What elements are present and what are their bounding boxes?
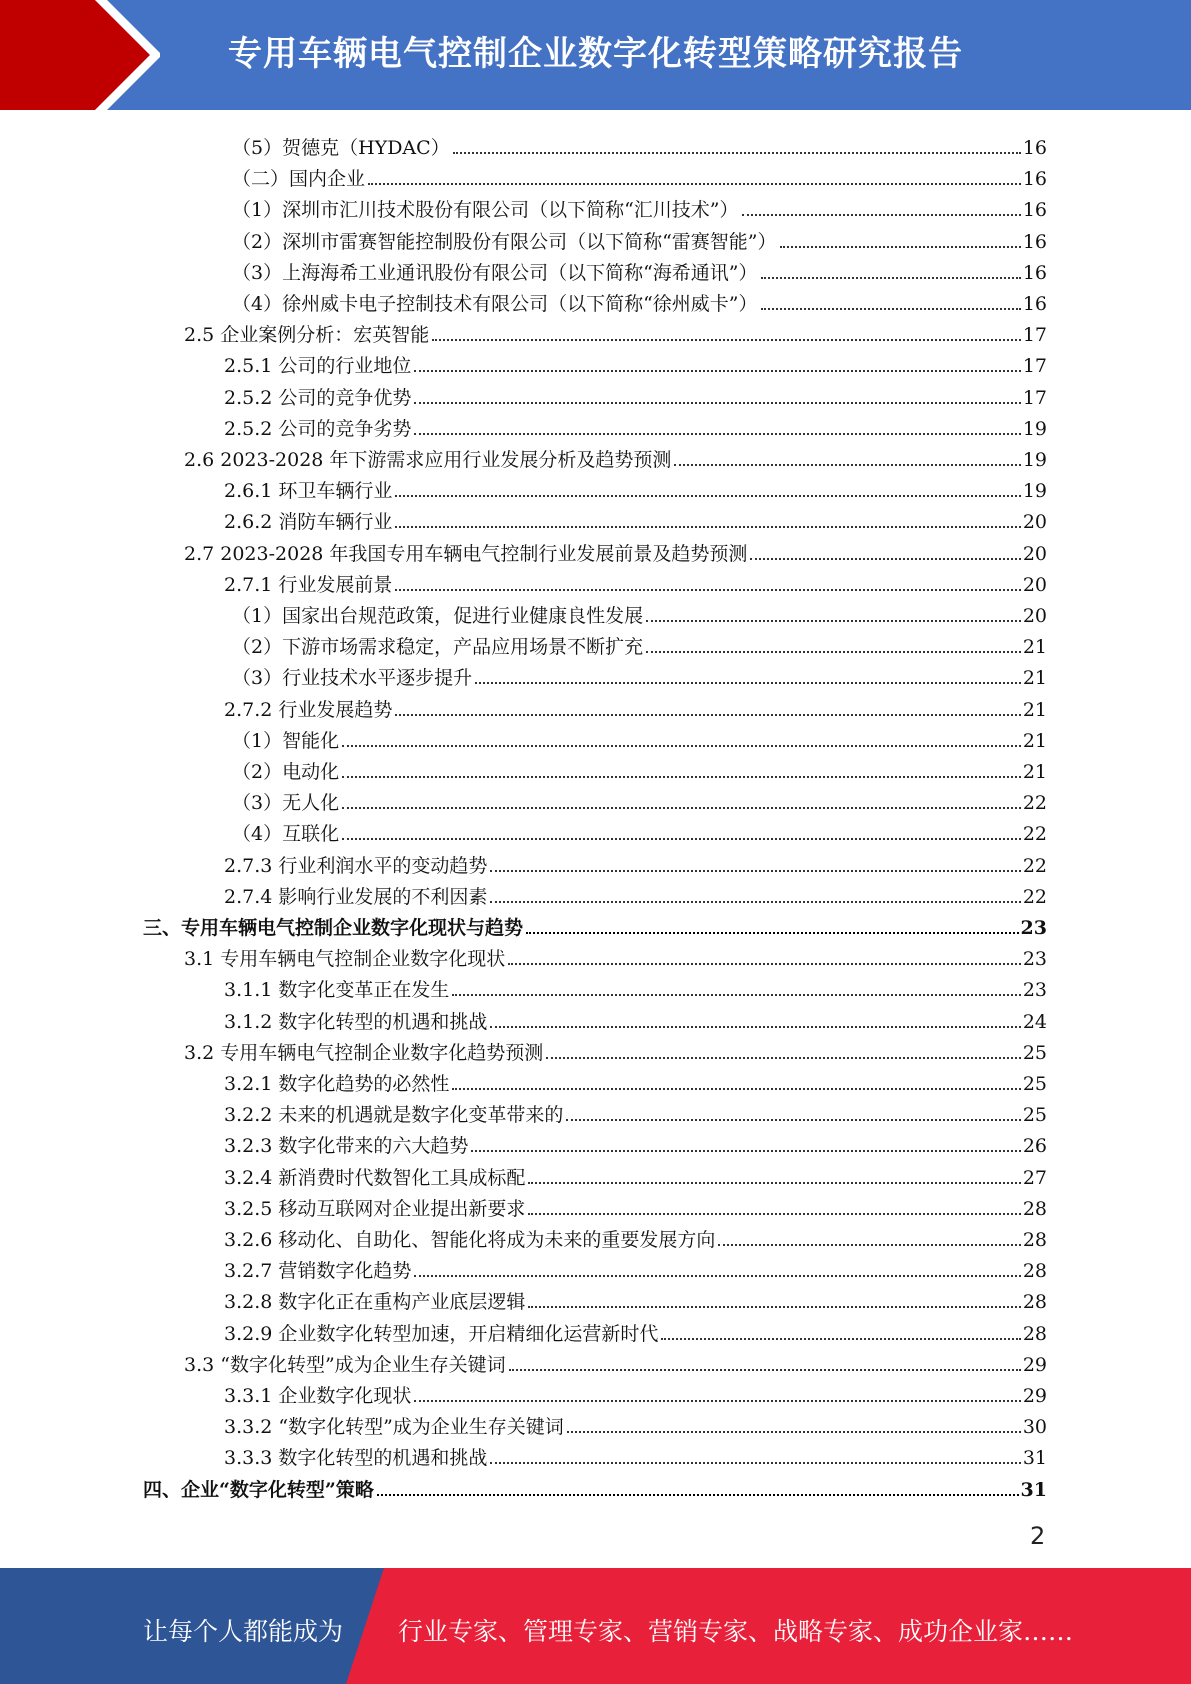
toc-leader-dots xyxy=(452,1088,1020,1090)
toc-leader-dots xyxy=(646,620,1021,622)
toc-entry-title: 2.5.1 公司的行业地位 xyxy=(224,355,412,378)
toc-entry[interactable] xyxy=(232,253,1047,284)
toc-entry[interactable] xyxy=(224,1438,1047,1469)
page-header xyxy=(0,0,1191,110)
toc-entry-title: 2.7.2 行业发展趋势 xyxy=(224,698,393,721)
toc-entry-title: 2.5.2 公司的竞争优势 xyxy=(224,386,412,409)
toc-entry[interactable] xyxy=(232,596,1047,627)
toc-leader-dots xyxy=(342,838,1021,840)
toc-entry-page: 29 xyxy=(1022,1385,1047,1407)
toc-entry-page: 31 xyxy=(1022,1447,1047,1470)
page-number: 2 xyxy=(1030,1522,1046,1550)
toc-entry-title: （1）深圳市汇川技术股份有限公司（以下简称“汇川技术”） xyxy=(232,199,739,222)
toc-entry[interactable] xyxy=(232,627,1047,658)
toc-entry-title: 3.2.7 营销数字化趋势 xyxy=(224,1260,412,1283)
toc-leader-dots xyxy=(750,558,1020,560)
toc-entry[interactable] xyxy=(224,1189,1047,1220)
toc-entry-page: 21 xyxy=(1022,729,1047,752)
toc-leader-dots xyxy=(528,1306,1020,1308)
toc-leader-dots xyxy=(475,682,1021,684)
toc-entry[interactable] xyxy=(224,471,1047,502)
toc-entry[interactable] xyxy=(224,1095,1047,1126)
toc-entry-page: 28 xyxy=(1022,1322,1047,1345)
toc-leader-dots xyxy=(546,1057,1021,1059)
toc-entry-page: 16 xyxy=(1022,137,1047,159)
toc-leader-dots xyxy=(368,183,1021,185)
toc-entry-page: 19 xyxy=(1022,449,1047,471)
toc-entry[interactable] xyxy=(224,1376,1047,1407)
toc-leader-dots xyxy=(567,1431,1021,1433)
toc-entry[interactable] xyxy=(232,128,1047,159)
toc-entry-page: 21 xyxy=(1022,761,1047,783)
toc-entry-title: 2.7.3 行业利润水平的变动趋势 xyxy=(224,854,488,877)
toc-leader-dots xyxy=(453,152,1021,154)
toc-entry-page: 24 xyxy=(1022,1010,1047,1033)
toc-entry[interactable] xyxy=(224,1220,1047,1251)
toc-entry-page: 23 xyxy=(1022,948,1047,971)
toc-entry-page: 23 xyxy=(1022,979,1047,1002)
toc-entry-title: 四、企业“数字化转型”策略 xyxy=(143,1478,374,1501)
toc-entry[interactable] xyxy=(232,814,1047,845)
toc-entry-title: （4）互联化 xyxy=(232,823,340,846)
toc-leader-dots xyxy=(342,807,1021,809)
toc-entry[interactable] xyxy=(224,970,1047,1001)
toc-entry-page: 17 xyxy=(1022,324,1047,347)
toc-leader-dots xyxy=(646,651,1021,653)
toc-entry-title: 3.2.8 数字化正在重构产业底层逻辑 xyxy=(224,1291,526,1314)
toc-entry-title: （3）上海海希工业通讯股份有限公司（以下简称“海希通讯”） xyxy=(232,261,758,284)
toc-entry-title: 3.2.2 未来的机遇就是数字化变革带来的 xyxy=(224,1104,564,1127)
toc-entry[interactable] xyxy=(224,378,1047,409)
toc-entry[interactable] xyxy=(232,190,1047,221)
toc-entry[interactable] xyxy=(232,222,1047,253)
toc-entry-title: 3.3 “数字化转型”成为企业生存关键词 xyxy=(184,1353,506,1376)
toc-entry-page: 22 xyxy=(1022,885,1047,908)
toc-entry[interactable] xyxy=(232,658,1047,689)
toc-entry-title: （二）国内企业 xyxy=(232,168,366,191)
toc-leader-dots xyxy=(395,526,1020,528)
toc-leader-dots xyxy=(526,932,1019,934)
toc-entry-title: 3.1.1 数字化变革正在发生 xyxy=(224,979,450,1002)
toc-entry-title: 3.2.6 移动化、自助化、智能化将成为未来的重要发展方向 xyxy=(224,1229,716,1251)
toc-leader-dots xyxy=(414,1400,1020,1402)
toc-entry-page: 22 xyxy=(1022,854,1047,877)
toc-leader-dots xyxy=(528,1213,1020,1215)
toc-entry-page: 16 xyxy=(1022,230,1047,253)
toc-leader-dots xyxy=(490,901,1020,903)
toc-entry-page: 28 xyxy=(1022,1260,1047,1283)
toc-entry-page: 20 xyxy=(1022,511,1047,534)
toc-leader-dots xyxy=(780,246,1021,248)
toc-entry[interactable] xyxy=(224,1251,1047,1282)
toc-leader-dots xyxy=(452,994,1020,996)
toc-entry-title: 2.7 2023-2028 年我国专用车辆电气控制行业发展前景及趋势预测 xyxy=(184,542,748,565)
toc-entry-title: 3.2.9 企业数字化转型加速，开启精细化运营新时代 xyxy=(224,1322,659,1345)
toc-entry[interactable] xyxy=(224,346,1047,377)
toc-entry-title: 3.2 专用车辆电气控制企业数字化趋势预测 xyxy=(184,1041,544,1064)
toc-entry[interactable] xyxy=(184,1033,1047,1064)
toc-entry-title: 三、专用车辆电气控制企业数字化现状与趋势 xyxy=(143,917,524,939)
toc-entry-page: 16 xyxy=(1022,261,1047,284)
toc-entry-title: 3.1.2 数字化转型的机遇和挑战 xyxy=(224,1010,488,1033)
toc-leader-dots xyxy=(718,1244,1020,1246)
toc-entry-page: 16 xyxy=(1022,199,1047,222)
toc-entry[interactable] xyxy=(224,1282,1047,1313)
toc-entry[interactable] xyxy=(224,1158,1047,1189)
toc-leader-dots xyxy=(566,1119,1020,1121)
toc-entry-page: 22 xyxy=(1022,792,1047,815)
toc-leader-dots xyxy=(395,714,1020,716)
toc-entry-title: 2.6 2023-2028 年下游需求应用行业发展分析及趋势预测 xyxy=(184,449,672,471)
toc-entry-title: 2.6.1 环卫车辆行业 xyxy=(224,480,393,503)
toc-entry-title: 3.2.3 数字化带来的六大趋势 xyxy=(224,1135,469,1158)
toc-leader-dots xyxy=(342,745,1021,747)
toc-entry-page: 20 xyxy=(1022,605,1047,627)
toc-entry[interactable] xyxy=(224,1064,1047,1095)
toc-entry-page: 20 xyxy=(1022,573,1047,596)
toc-entry-page: 31 xyxy=(1020,1478,1047,1501)
toc-entry-title: 2.5 企业案例分析：宏英智能 xyxy=(184,324,430,347)
toc-entry-title: 2.7.4 影响行业发展的不利因素 xyxy=(224,885,488,908)
toc-entry-title: 2.5.2 公司的竞争劣势 xyxy=(224,417,412,440)
toc-entry-title: 3.3.3 数字化转型的机遇和挑战 xyxy=(224,1447,488,1470)
toc-entry-title: （1）智能化 xyxy=(232,729,340,752)
toc-entry-page: 30 xyxy=(1022,1416,1047,1439)
toc-leader-dots xyxy=(761,308,1021,310)
toc-leader-dots xyxy=(508,963,1021,965)
toc-leader-dots xyxy=(490,1462,1020,1464)
toc-entry-page: 17 xyxy=(1022,355,1047,378)
toc-entry[interactable] xyxy=(184,315,1047,346)
toc-entry-page: 21 xyxy=(1022,698,1047,721)
toc-entry-page: 28 xyxy=(1022,1197,1047,1220)
toc-entry[interactable] xyxy=(224,877,1047,908)
toc-entry-page: 22 xyxy=(1022,823,1047,846)
toc-leader-dots xyxy=(742,214,1021,216)
toc-entry-page: 27 xyxy=(1022,1166,1047,1189)
toc-entry-page: 23 xyxy=(1020,917,1047,939)
toc-leader-dots xyxy=(395,589,1020,591)
toc-entry-title: 3.2.4 新消费时代数智化工具成标配 xyxy=(224,1166,526,1189)
toc-entry[interactable] xyxy=(224,409,1047,440)
toc-entry-title: （2）下游市场需求稳定，产品应用场景不断扩充 xyxy=(232,636,644,659)
toc-leader-dots xyxy=(395,495,1020,497)
toc-entry[interactable] xyxy=(184,440,1047,471)
toc-leader-dots xyxy=(490,870,1020,872)
header-arrow-icon xyxy=(0,0,160,110)
toc-leader-dots xyxy=(432,339,1021,341)
toc-entry-title: （4）徐州威卡电子控制技术有限公司（以下简称“徐州威卡”） xyxy=(232,293,758,315)
toc-entry-title: （5）贺德克（HYDAC） xyxy=(232,137,450,159)
toc-leader-dots xyxy=(414,402,1020,404)
toc-entry[interactable] xyxy=(232,159,1047,190)
toc-entry-title: 3.3.2 “数字化转型”成为企业生存关键词 xyxy=(224,1416,564,1439)
toc-entry[interactable] xyxy=(184,534,1047,565)
toc-entry-title: 3.1 专用车辆电气控制企业数字化现状 xyxy=(184,948,506,971)
toc-entry[interactable] xyxy=(232,721,1047,752)
toc-entry-title: （2）电动化 xyxy=(232,761,340,783)
toc-entry[interactable] xyxy=(224,1126,1047,1157)
toc-entry[interactable] xyxy=(143,1470,1047,1501)
toc-leader-dots xyxy=(509,1369,1021,1371)
toc-entry[interactable] xyxy=(224,690,1047,721)
toc-entry[interactable] xyxy=(184,939,1047,970)
toc-entry[interactable] xyxy=(224,1002,1047,1033)
toc-entry-page: 25 xyxy=(1022,1104,1047,1127)
footer-slogan-right: 行业专家、管理专家、营销专家、战略专家、成功企业家…… xyxy=(398,1617,1074,1646)
toc-entry[interactable] xyxy=(224,1314,1047,1345)
toc-entry-title: 2.7.1 行业发展前景 xyxy=(224,573,393,596)
footer-slogan-left: 让每个人都能成为 xyxy=(143,1617,344,1646)
toc-leader-dots xyxy=(674,464,1020,466)
toc-entry-page: 29 xyxy=(1022,1353,1047,1376)
toc-entry-page: 16 xyxy=(1022,293,1047,315)
toc-entry-page: 28 xyxy=(1022,1229,1047,1251)
toc-entry[interactable] xyxy=(232,752,1047,783)
toc-entry[interactable] xyxy=(224,846,1047,877)
toc-entry-page: 17 xyxy=(1022,386,1047,409)
toc-entry-title: 3.2.1 数字化趋势的必然性 xyxy=(224,1073,450,1095)
toc-leader-dots xyxy=(471,1150,1020,1152)
toc-entry[interactable] xyxy=(143,908,1047,939)
toc-entry-page: 25 xyxy=(1022,1041,1047,1064)
toc-entry[interactable] xyxy=(224,502,1047,533)
toc-entry-page: 16 xyxy=(1022,168,1047,191)
toc-entry-title: 3.3.1 企业数字化现状 xyxy=(224,1385,412,1407)
toc-leader-dots xyxy=(528,1182,1020,1184)
toc-leader-dots xyxy=(761,277,1021,279)
toc-entry-page: 28 xyxy=(1022,1291,1047,1314)
toc-leader-dots xyxy=(414,370,1020,372)
toc-leader-dots xyxy=(661,1338,1020,1340)
page-footer xyxy=(0,1568,1191,1684)
toc-entry[interactable] xyxy=(184,1345,1047,1376)
toc-leader-dots xyxy=(342,776,1021,778)
toc-entry-title: （2）深圳市雷赛智能控制股份有限公司（以下简称“雷赛智能”） xyxy=(232,230,777,253)
toc-leader-dots xyxy=(490,1026,1020,1028)
toc-leader-dots xyxy=(377,1494,1019,1496)
toc-leader-dots xyxy=(414,1275,1020,1277)
toc-entry-page: 19 xyxy=(1022,480,1047,503)
toc-entry-page: 25 xyxy=(1022,1073,1047,1095)
toc-entry-page: 26 xyxy=(1022,1135,1047,1158)
toc-entry-title: 3.2.5 移动互联网对企业提出新要求 xyxy=(224,1197,526,1220)
toc-entry[interactable] xyxy=(224,565,1047,596)
toc-leader-dots xyxy=(414,433,1020,435)
toc-entry-page: 21 xyxy=(1022,667,1047,690)
toc-entry-page: 21 xyxy=(1022,636,1047,659)
toc-entry-title: （1）国家出台规范政策，促进行业健康良性发展 xyxy=(232,605,644,627)
toc-entry-title: （3）行业技术水平逐步提升 xyxy=(232,667,473,690)
report-title: 专用车辆电气控制企业数字化转型策略研究报告 xyxy=(228,34,963,74)
toc-entry-title: 2.6.2 消防车辆行业 xyxy=(224,511,393,534)
toc-entry[interactable] xyxy=(232,783,1047,814)
toc-entry[interactable] xyxy=(232,284,1047,315)
toc-entry-page: 20 xyxy=(1022,542,1047,565)
toc-entry-page: 19 xyxy=(1022,417,1047,440)
toc-entry[interactable] xyxy=(224,1407,1047,1438)
toc-entry-title: （3）无人化 xyxy=(232,792,340,815)
